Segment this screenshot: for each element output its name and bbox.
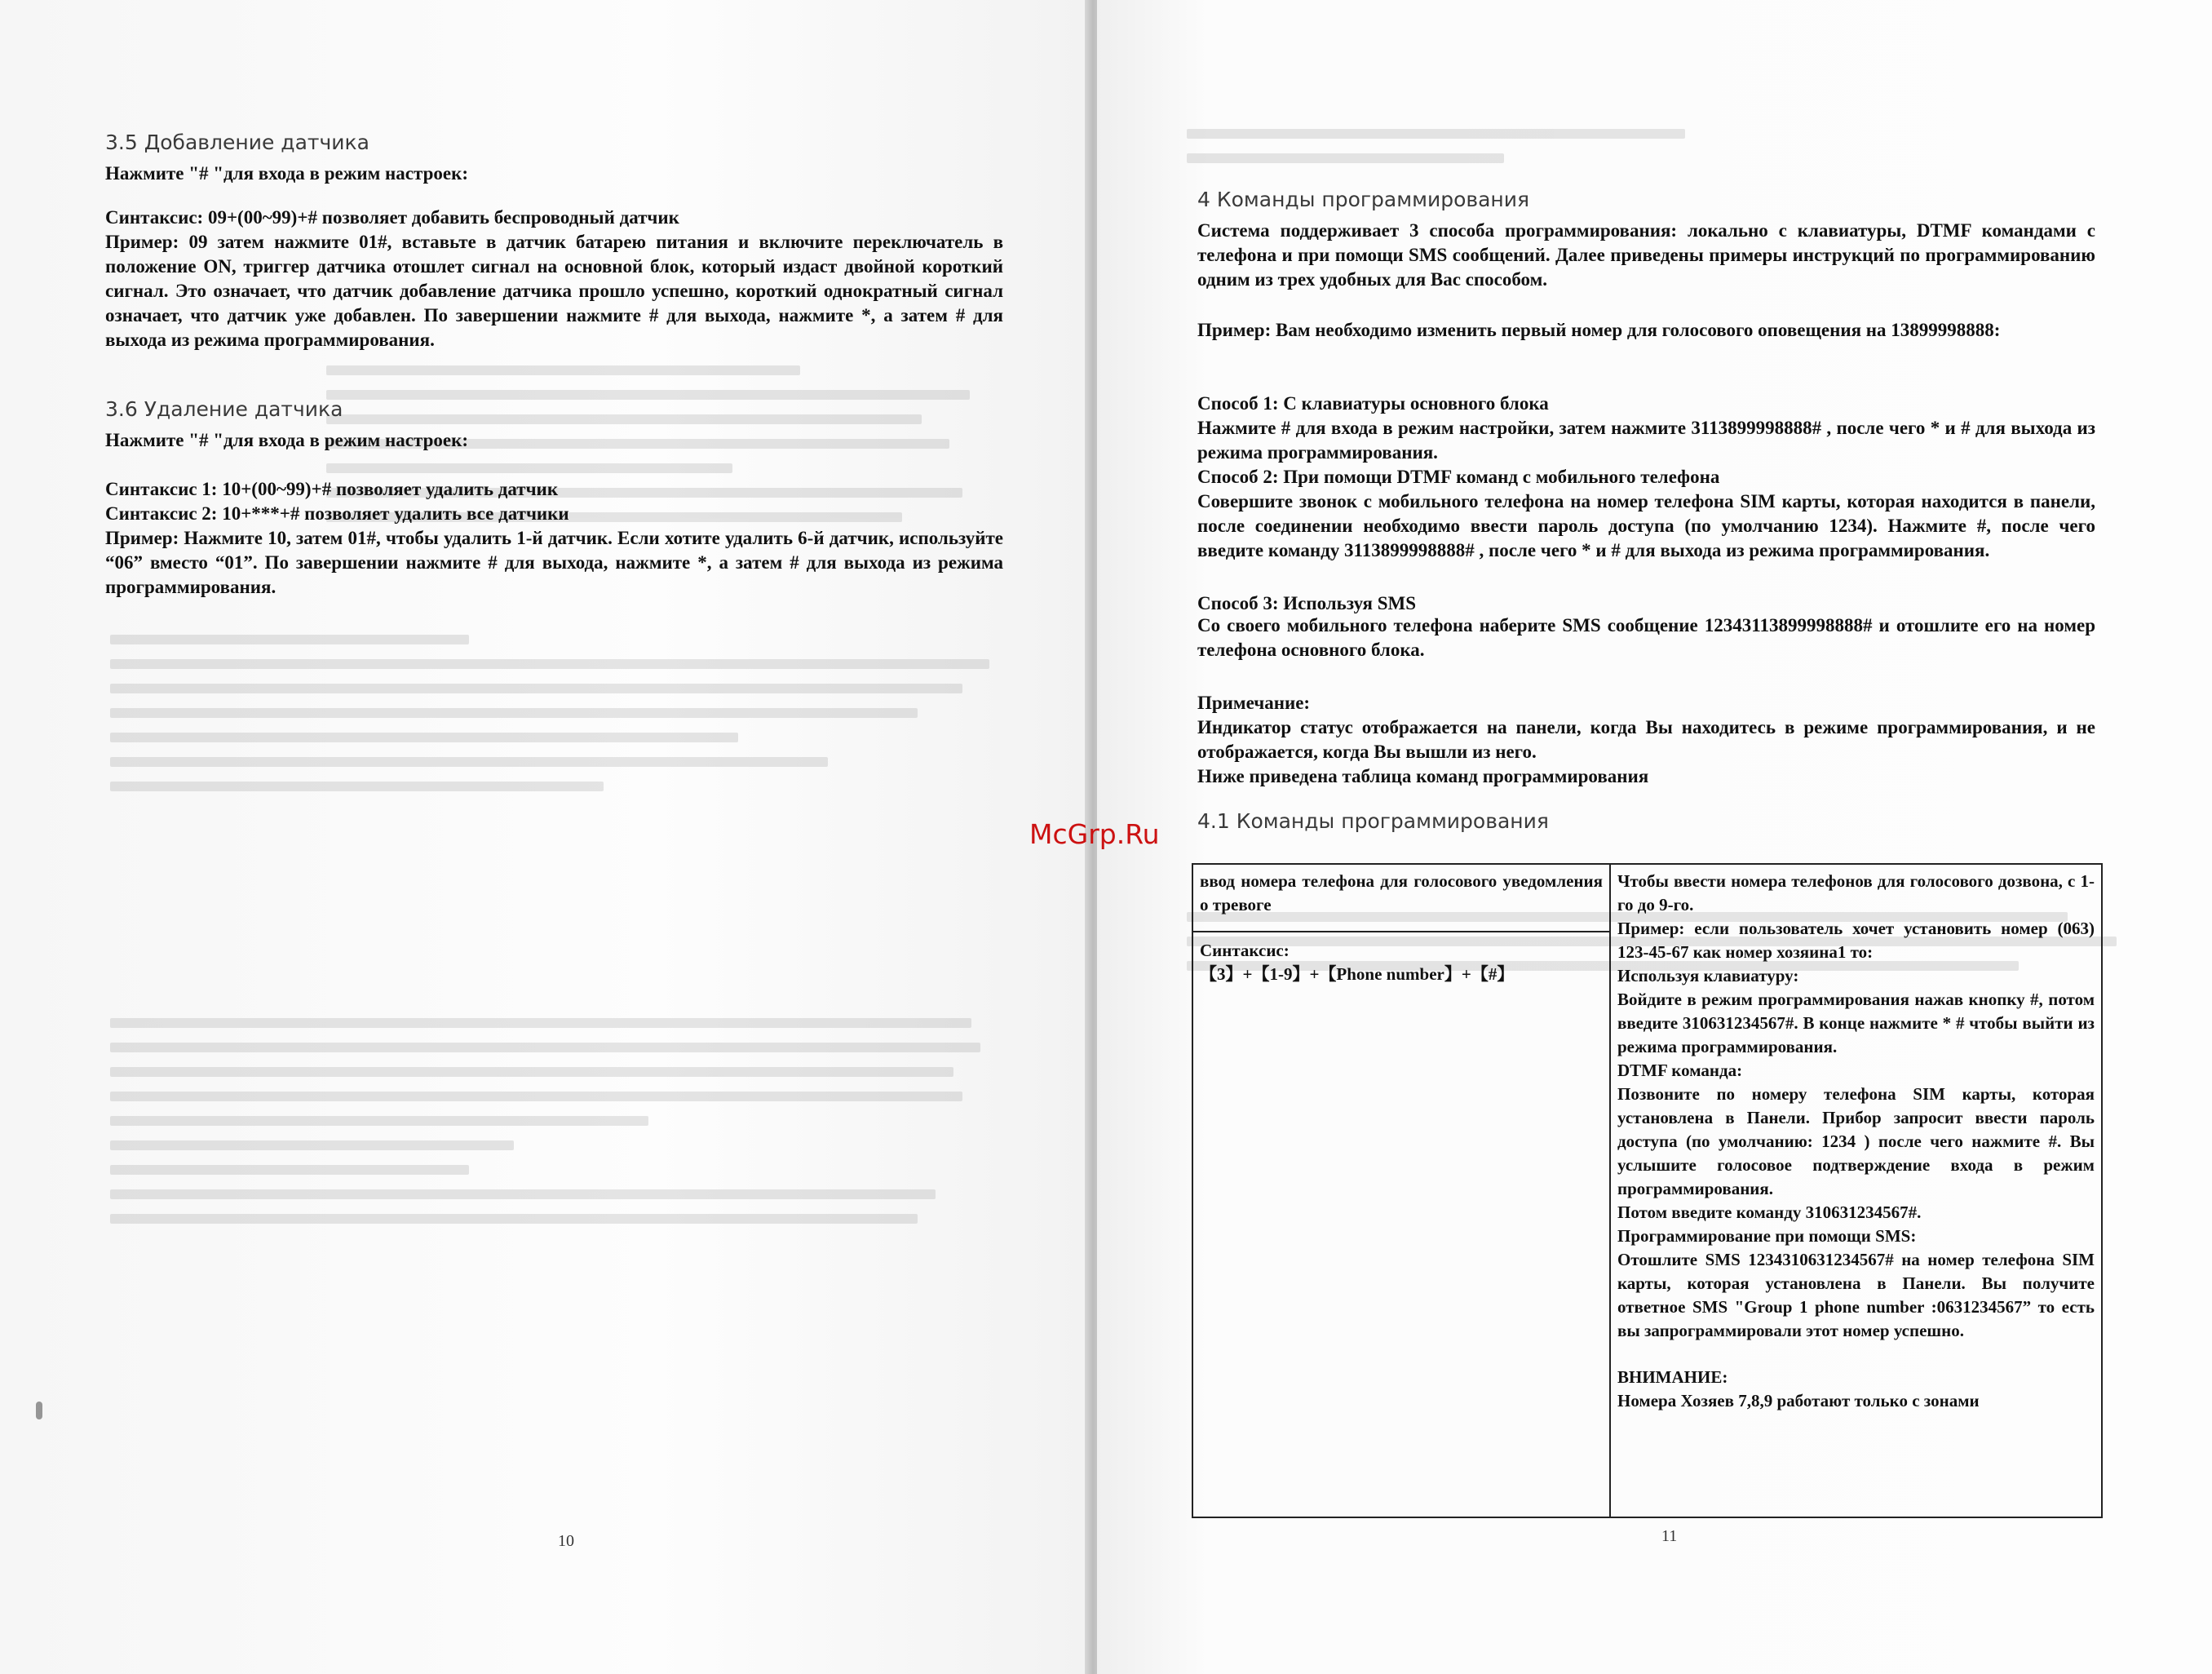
page-number-right: 11 xyxy=(1661,1527,1678,1545)
watermark: McGrp.Ru xyxy=(1029,818,1160,850)
desc-attention-title: ВНИМАНИЕ: xyxy=(1617,1367,1728,1387)
desc-intro: Чтобы ввести номера телефонов для голосового дозвона, с 1-го до 9-го. xyxy=(1617,871,2095,914)
desc-dtmf-cmd: Потом введите команду 310631234567#. xyxy=(1617,1202,1922,1222)
s36-enter-instruction: Нажмите "# "для входа в режим настроек: xyxy=(105,430,468,450)
bleed-through-text-2 xyxy=(110,620,1007,806)
note-title: Примечание: xyxy=(1197,693,1311,713)
desc-sms-title: Программирование при помощи SMS: xyxy=(1617,1226,1917,1246)
s36-syntax-2: Синтаксис 2: 10+***+# позволяет удалить все датчики xyxy=(105,503,569,524)
desc-keypad-title: Используя клавиатуру: xyxy=(1617,966,1799,985)
table-cell-description xyxy=(1610,864,2102,1517)
desc-keypad-text: Войдите в режим программирования нажав кнопку #, потом введите 310631234567#. В конце нажмите * # чтобы выйти из режима программирования. xyxy=(1617,990,2095,1056)
method-1-title: Способ 1: С клавиатуры основного блока xyxy=(1197,393,1549,414)
bleed-through-text-right xyxy=(1187,114,2092,178)
s35-example: Пример: 09 затем нажмите 01#, вставьте в датчик батарею питания и включите переключатель в положение ON, триггер датчика отошлет сигнал на основной блок, который издаст двойной короткий сигнал. Это означает, что датчик добавление датчика прошло успешно, короткий однократный сигнал означает, что датчик уже добавлен. По завершении нажмите # для выхода, нажмите *, а затем # для выхода из режима программирования. xyxy=(105,232,1003,350)
section-3-6-heading: 3.6 Удаление датчика xyxy=(105,397,343,421)
desc-attention-text: Номера Хозяев 7,8,9 работают только с зонами xyxy=(1617,1391,1980,1410)
s35-enter-instruction: Нажмите "# "для входа в режим настроек: xyxy=(105,163,468,184)
left-page xyxy=(0,0,1093,1674)
s4-example: Пример: Вам необходимо изменить первый номер для голосового оповещения на 13899998888: xyxy=(1197,320,2001,340)
method-3-title: Способ 3: Используя SMS xyxy=(1197,593,1417,613)
table-row xyxy=(1192,864,2102,1517)
table-cell-command xyxy=(1192,864,1610,1517)
command-title: ввод номера телефона для голосового уведомления о тревоге xyxy=(1193,865,1609,932)
syntax-value: 【3】+【1-9】+【Phone number】+【#】 xyxy=(1200,964,1515,984)
desc-sms-text: Отошлите SMS 1234310631234567# на номер телефона SIM карты, которая установлена в Панели. Вы получите ответное SMS "Group 1 phone number :0631234567” то есть вы запрограммировали этот номер успешно. xyxy=(1617,1250,2095,1340)
note-text: Индикатор статус отображается на панели, когда Вы находитесь в режиме программирования, и не отображается, когда Вы вышли из него. xyxy=(1197,717,2095,762)
method-1-text: Нажмите # для входа в режим настройки, затем нажмите 3113899998888# , после чего * и # для выхода из режима программирования. xyxy=(1197,418,2095,463)
section-3-5-heading: 3.5 Добавление датчика xyxy=(105,131,369,154)
syntax-label: Синтаксис: xyxy=(1200,941,1290,960)
page-mark xyxy=(36,1402,42,1419)
method-3-text: Со своего мобильного телефона наберите SMS сообщение 12343113899998888# и отошлите его на номер телефона основного блока. xyxy=(1197,615,2095,660)
desc-example: Пример: если пользователь хочет установить номер (063) 123-45-67 как номер хозяина1 то: xyxy=(1617,919,2095,962)
s36-example: Пример: Нажмите 10, затем 01#, чтобы удалить 1-й датчик. Если хотите удалить 6-й датчик, используйте “06” вместо “01”. По завершении нажмите # для выхода, нажмите *, а затем # для выхода из режима программирования. xyxy=(105,528,1003,597)
s35-syntax: Синтаксис: 09+(00~99)+# позволяет добавить беспроводный датчик xyxy=(105,207,679,228)
bleed-through-text-3 xyxy=(110,1003,1007,1238)
command-syntax-block xyxy=(1193,932,1609,993)
section-4-1-heading: 4.1 Команды программирования xyxy=(1197,809,1549,833)
desc-dtmf-text: Позвоните по номеру телефона SIM карты, которая установлена в Панели. Прибор запросит ввести пароль доступа (по умолчанию: 1234 ) после чего нажмите #. Вы услышите голосовое подтверждение входа в режим программирования. xyxy=(1617,1084,2095,1198)
note-text-2: Ниже приведена таблица команд программирования xyxy=(1197,766,1649,786)
method-2-title: Способ 2: При помощи DTMF команд с мобильного телефона xyxy=(1197,467,1720,487)
method-2-text: Совершите звонок с мобильного телефона на номер телефона SIM карты, которая находится в панели, после соединении необходимо ввести пароль доступа (по умолчанию 1234). Нажмите #, после чего введите команду 3113899998888# , после чего * и # для выхода из режима программирования. xyxy=(1197,491,2095,560)
page-number-left: 10 xyxy=(558,1532,574,1550)
desc-dtmf-title: DTMF команда: xyxy=(1617,1061,1743,1080)
commands-table xyxy=(1192,863,2103,1518)
section-4-heading: 4 Команды программирования xyxy=(1197,188,1530,211)
s36-syntax-1: Синтаксис 1: 10+(00~99)+# позволяет удалить датчик xyxy=(105,479,559,499)
s4-intro: Система поддерживает 3 способа программирования: локально с клавиатуры, DTMF командами с телефона и при помощи SMS сообщений. Далее приведены примеры инструкций по программированию одним из трех удобных для Вас способом. xyxy=(1197,220,2095,290)
